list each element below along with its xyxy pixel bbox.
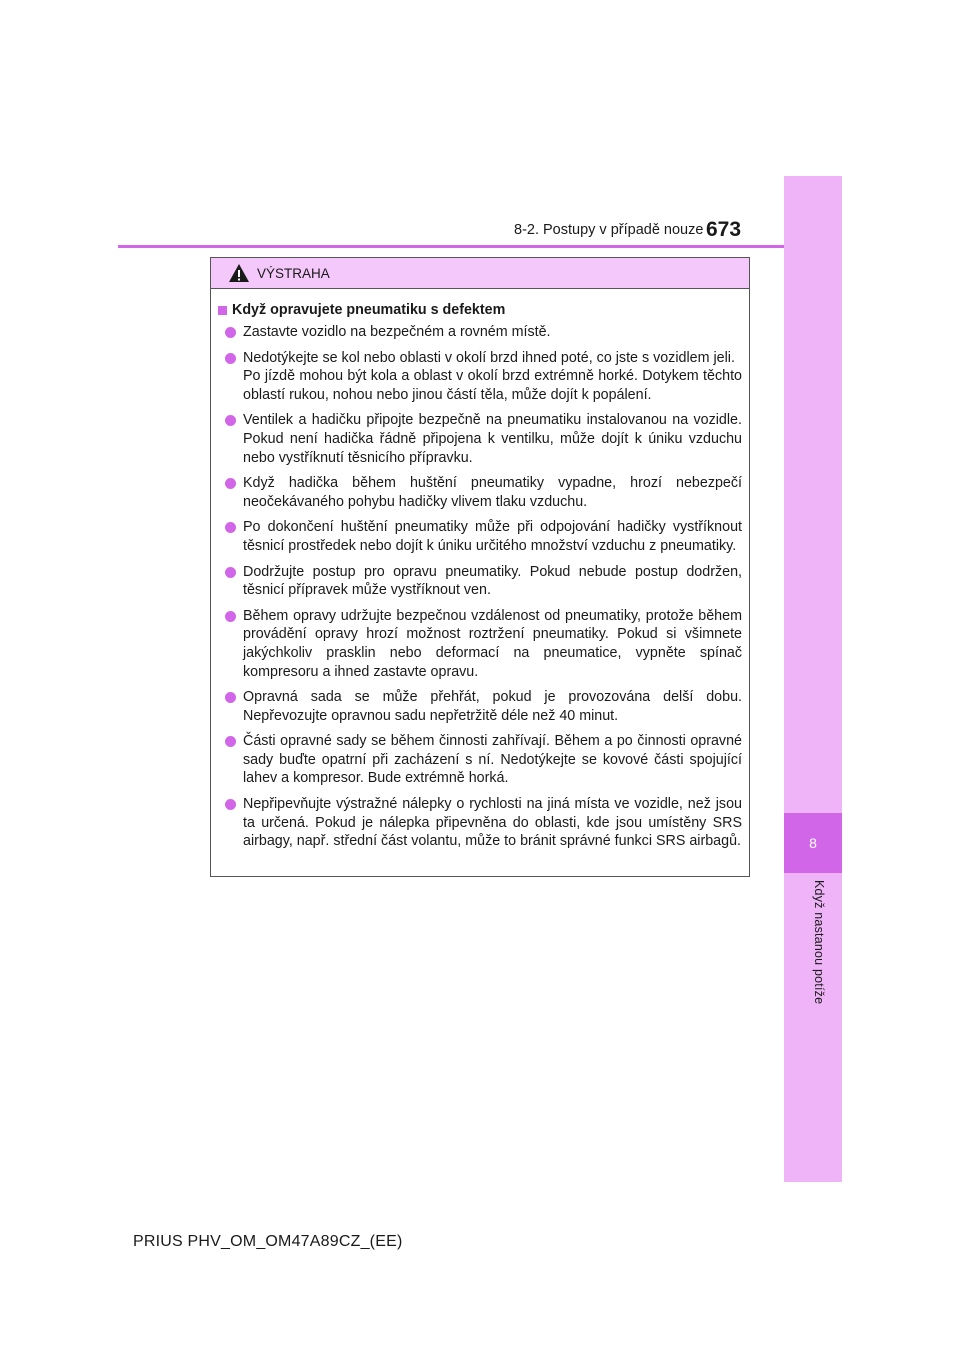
round-bullet-icon	[225, 736, 236, 747]
warning-list-item-text: Nepřipevňujte výstražné nálepky o rychlosti na jiná místa ve vozidle, než jsou ta určená. Pokud je nálepka připevněna do oblasti, kde jsou umístěny SRS airbagy, např. střední část volantu, může to bránit správné funkci SRS airbagů.	[243, 796, 742, 850]
chapter-number: 8	[809, 835, 817, 851]
warning-list-item-text: Když hadička během huštění pneumatiky vypadne, hrozí nebezpečí neočekávaného pohybu hadičky vlivem tlaku vzduchu.	[243, 475, 742, 510]
round-bullet-icon	[225, 327, 236, 338]
round-bullet-icon	[225, 567, 236, 578]
round-bullet-icon	[225, 522, 236, 533]
round-bullet-icon	[225, 799, 236, 810]
warning-header	[211, 258, 749, 289]
chapter-number-tab	[784, 813, 842, 873]
chapter-title: Když nastanou potíže	[812, 880, 826, 1005]
warning-list	[218, 323, 742, 851]
warning-triangle-icon	[228, 263, 250, 283]
warning-list-item	[218, 607, 742, 681]
warning-list-item	[218, 411, 742, 467]
round-bullet-icon	[225, 415, 236, 426]
round-bullet-icon	[225, 353, 236, 364]
warning-list-item	[218, 518, 742, 555]
square-bullet-icon	[218, 306, 227, 315]
header-divider	[118, 245, 784, 248]
round-bullet-icon	[225, 478, 236, 489]
warning-list-item-text: Po jízdě mohou být kola a oblast v okolí brzd extrémně horké. Dotykem těchto oblastí rukou, nohou nebo jinou částí těla, může dojít k popálení.	[243, 368, 742, 403]
warning-list-item-text: Opravná sada se může přehřát, pokud je provozována delší dobu. Nepřevozujte opravnou sadu nepřetržitě déle než 40 minut.	[243, 689, 742, 724]
warning-topic	[218, 302, 742, 318]
warning-title: VÝSTRAHA	[257, 266, 330, 281]
warning-list-item-text: Ventilek a hadičku připojte bezpečně na pneumatiku instalovanou na vozidle. Pokud není hadička řádně připojena k ventilku, může dojít k úniku vzduchu nebo vystříknutí těsnicího přípravku.	[243, 412, 742, 466]
warning-box	[210, 257, 750, 877]
warning-list-item	[218, 323, 742, 342]
warning-list-item	[218, 563, 742, 600]
section-title: 8-2. Postupy v případě nouze	[514, 222, 704, 238]
warning-topic-text: Když opravujete pneumatiku s defektem	[232, 302, 506, 318]
warning-list-item-text: Během opravy udržujte bezpečnou vzdálenost od pneumatiky, protože během provádění opravy hrozí možnost roztržení pneumatiky. Pokud si všimnete jakýchkoliv prasklin nebo deformací na pneumatice, vypněte spínač kompresoru a ihned zastavte opravu.	[243, 607, 742, 680]
warning-list-item	[218, 795, 742, 851]
round-bullet-icon	[225, 611, 236, 622]
page-number: 673	[706, 218, 742, 241]
warning-list-item-text: Části opravné sady se během činnosti zahřívají. Během a po činnosti opravné sady buďte opatrní při zacházení s ní. Nedotýkejte se kovové části spojující lahev a kompresor. Bude extrémně horká.	[243, 733, 742, 787]
warning-list-item-text: Zastavte vozidlo na bezpečném a rovném místě.	[243, 324, 551, 340]
warning-list-item	[218, 349, 742, 405]
warning-list-item	[218, 688, 742, 725]
warning-list-item-text: Dodržujte postup pro opravu pneumatiky. Pokud nebude postup dodržen, těsnicí přípravek může vystříknout ven.	[243, 563, 742, 599]
document-code: PRIUS PHV_OM_OM47A89CZ_(EE)	[133, 1233, 403, 1250]
round-bullet-icon	[225, 692, 236, 703]
warning-list-item	[218, 732, 742, 788]
warning-list-item-text: Po dokončení huštění pneumatiky může při odpojování hadičky vystříknout těsnicí prostředek nebo dojít k úniku určitého množství vzduchu z pneumatiky.	[243, 519, 742, 554]
warning-list-item	[218, 474, 742, 511]
warning-body	[211, 289, 749, 851]
warning-list-item-text: Nedotýkejte se kol nebo oblasti v okolí brzd ihned poté, co jste s vozidlem jeli.	[243, 349, 735, 366]
